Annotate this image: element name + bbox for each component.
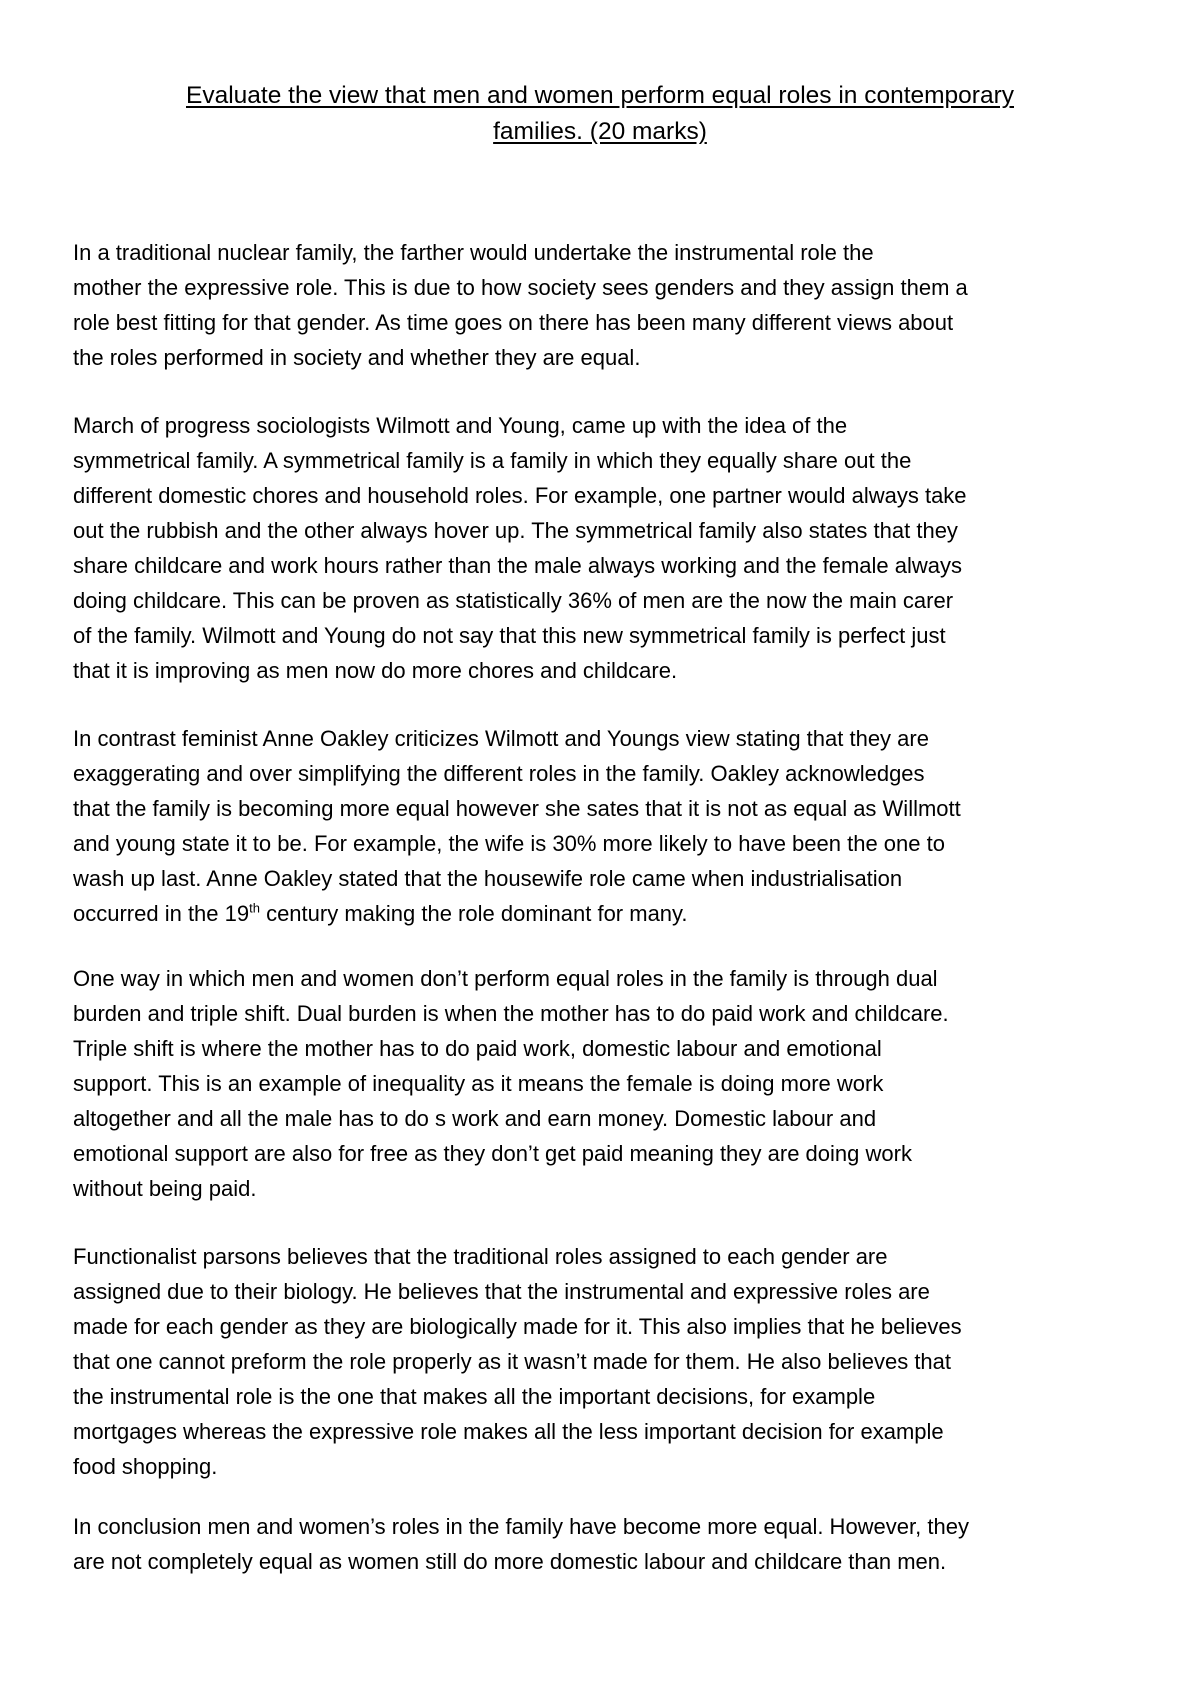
text-line: are not completely equal as women still do more domestic labour and childcare than men. — [73, 1549, 947, 1574]
text-line: mother the expressive role. This is due to how society sees genders and they assign them a — [73, 275, 968, 300]
text-run: occurred in the 19 — [73, 901, 250, 926]
text-line: Triple shift is where the mother has to do paid work, domestic labour and emotional — [73, 1036, 882, 1061]
text-line: role best fitting for that gender. As time goes on there has been many different views about — [73, 310, 954, 335]
essay-title — [60, 78, 1140, 150]
text-line: mortgages whereas the expressive role makes all the less important decision for example — [73, 1419, 944, 1444]
title-line: Evaluate the view that men and women perform equal roles in contemporary — [186, 82, 1014, 109]
text-line: that it is improving as men now do more chores and childcare. — [73, 658, 678, 683]
text-line: In a traditional nuclear family, the farther would undertake the instrumental role the — [73, 240, 874, 265]
text-line: altogether and all the male has to do s work and earn money. Domestic labour and — [73, 1106, 877, 1131]
text-line: doing childcare. This can be proven as statistically 36% of men are the now the main carer — [73, 588, 954, 613]
text-line — [73, 896, 1143, 931]
paragraph-functionalist — [73, 1239, 1143, 1484]
text-line: without being paid. — [73, 1176, 257, 1201]
text-line: share childcare and work hours rather than the male always working and the female always — [73, 553, 963, 578]
text-line: and young state it to be. For example, the wife is 30% more likely to have been the one to — [73, 831, 945, 856]
text-line: of the family. Wilmott and Young do not say that this new symmetrical family is perfect just — [73, 623, 946, 648]
text-line: the instrumental role is the one that makes all the important decisions, for example — [73, 1384, 876, 1409]
text-line: wash up last. Anne Oakley stated that the housewife role came when industrialisation — [73, 866, 903, 891]
text-line: out the rubbish and the other always hover up. The symmetrical family also states that they — [73, 518, 958, 543]
text-line: assigned due to their biology. He believes that the instrumental and expressive roles are — [73, 1279, 930, 1304]
text-line: symmetrical family. A symmetrical family is a family in which they equally share out the — [73, 448, 912, 473]
text-line: that the family is becoming more equal however she sates that it is not as equal as Willmott — [73, 796, 961, 821]
text-line: the roles performed in society and whether they are equal. — [73, 345, 641, 370]
text-line: In conclusion men and women’s roles in the family have become more equal. However, they — [73, 1514, 969, 1539]
title-line: families. (20 marks) — [493, 118, 707, 145]
paragraph-introduction — [73, 235, 1143, 375]
text-line: food shopping. — [73, 1454, 218, 1479]
text-line: emotional support are also for free as they don’t get paid meaning they are doing work — [73, 1141, 912, 1166]
text-line: that one cannot preform the role properly as it wasn’t made for them. He also believes that — [73, 1349, 952, 1374]
text-line: exaggerating and over simplifying the different roles in the family. Oakley acknowledges — [73, 761, 925, 786]
paragraph-symmetrical-family — [73, 408, 1143, 688]
text-line: support. This is an example of inequality as it means the female is doing more work — [73, 1071, 884, 1096]
text-line: March of progress sociologists Wilmott and Young, came up with the idea of the — [73, 413, 848, 438]
text-line: Functionalist parsons believes that the traditional roles assigned to each gender are — [73, 1244, 888, 1269]
superscript-ordinal: th — [249, 900, 260, 916]
text-run: century making the role dominant for many. — [259, 901, 688, 926]
paragraph-dual-burden — [73, 961, 1143, 1206]
text-line: burden and triple shift. Dual burden is when the mother has to do paid work and childcare. — [73, 1001, 949, 1026]
text-line: different domestic chores and household roles. For example, one partner would always take — [73, 483, 967, 508]
text-line: made for each gender as they are biologically made for it. This also implies that he believes — [73, 1314, 962, 1339]
text-line: One way in which men and women don’t perform equal roles in the family is through dual — [73, 966, 938, 991]
paragraph-conclusion — [73, 1509, 1143, 1579]
text-line: In contrast feminist Anne Oakley criticizes Wilmott and Youngs view stating that they are — [73, 726, 929, 751]
paragraph-oakley-criticism — [73, 721, 1143, 931]
